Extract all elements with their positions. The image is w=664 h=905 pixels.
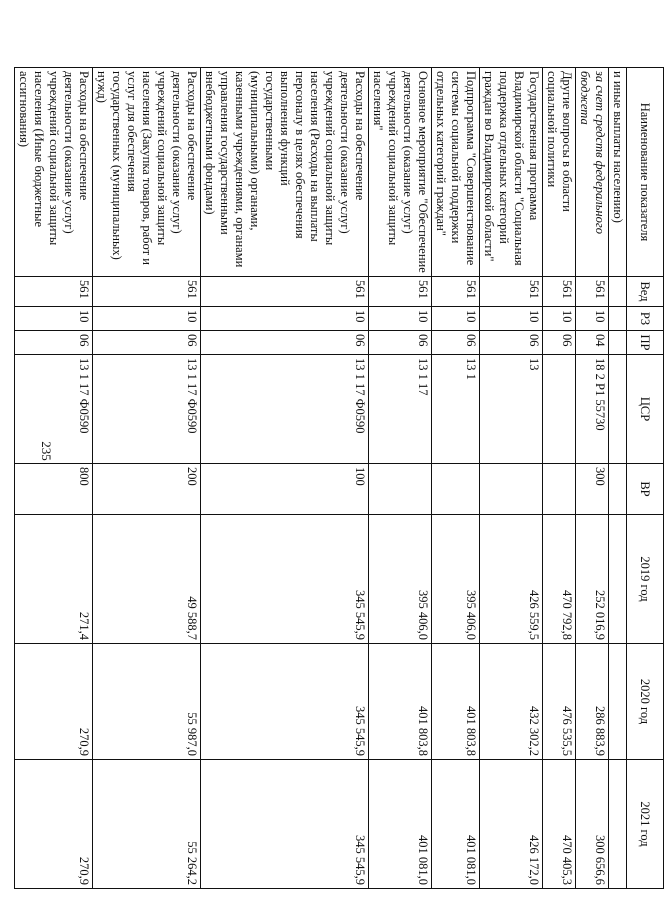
- cell-pr: 04: [576, 331, 609, 355]
- header-vr: ВР: [627, 464, 664, 515]
- cell-2020: 401 803,8: [432, 644, 480, 760]
- cell-2019: 345 545,9: [201, 515, 369, 644]
- header-2019: 2019 год: [627, 515, 664, 644]
- cell-csr: [543, 355, 576, 464]
- cell-2019: 252 016,9: [576, 515, 609, 644]
- cell-2020: 432 302,2: [480, 644, 543, 760]
- cell-2021: 470 405,3: [543, 760, 576, 889]
- cell-2021: 55 264,2: [93, 760, 201, 889]
- cell-name: Государственная программа Владимирской области "Социальная поддержка отдельных категорий граждан во Владимирской области": [480, 68, 543, 277]
- cell-name: Расходы на обеспечение деятельности (оказание услуг) учреждений социальной защиты населения (Расходы на выплаты персоналу в целях обеспечения выполнения функций государственными (муниципальными) органами, казенными учреждениями, органами управления государственными внебюджетными фондами): [201, 68, 369, 277]
- table-row: [543, 68, 576, 889]
- table-row: [369, 68, 432, 889]
- cell-ved: 561: [201, 277, 369, 307]
- cell-ved: [609, 277, 627, 307]
- cell-2019: 470 792,8: [543, 515, 576, 644]
- table-row: [201, 68, 369, 889]
- cell-2020: 476 535,5: [543, 644, 576, 760]
- header-pr: ПР: [627, 331, 664, 355]
- cell-pr: 06: [543, 331, 576, 355]
- cell-rz: 10: [576, 307, 609, 331]
- cell-ved: 561: [543, 277, 576, 307]
- cell-pr: [609, 331, 627, 355]
- cell-2020: [609, 644, 627, 760]
- cell-ved: 561: [369, 277, 432, 307]
- cell-2019: 49 588,7: [93, 515, 201, 644]
- cell-rz: 10: [432, 307, 480, 331]
- cell-2020: 345 545,9: [201, 644, 369, 760]
- cell-vr: [480, 464, 543, 515]
- table-header-row: [627, 68, 664, 889]
- table-row: [93, 68, 201, 889]
- table-row: [576, 68, 609, 889]
- cell-vr: 200: [93, 464, 201, 515]
- cell-name: Подпрограмма "Совершенствование системы социальной поддержки отдельных категорий граждан": [432, 68, 480, 277]
- cell-ved: 561: [15, 277, 93, 307]
- cell-name: Расходы на обеспечение деятельности (оказание услуг) учреждений социальной защиты населения (Иные бюджетные ассигнования): [15, 68, 93, 277]
- cell-2020: 270,9: [15, 644, 93, 760]
- cell-name: и иные выплаты населению): [609, 68, 627, 277]
- cell-vr: [609, 464, 627, 515]
- header-csr: ЦСР: [627, 355, 664, 464]
- cell-vr: [369, 464, 432, 515]
- cell-pr: 06: [201, 331, 369, 355]
- header-rz: РЗ: [627, 307, 664, 331]
- cell-pr: 06: [15, 331, 93, 355]
- cell-vr: [543, 464, 576, 515]
- cell-2021: 270,9: [15, 760, 93, 889]
- cell-vr: 100: [201, 464, 369, 515]
- cell-2020: 286 883,9: [576, 644, 609, 760]
- cell-csr: 13: [480, 355, 543, 464]
- cell-rz: 10: [201, 307, 369, 331]
- cell-name: Основное мероприятие "Обеспечение деятельности (оказание услуг) учреждений социальной защиты населения": [369, 68, 432, 277]
- cell-csr: 18 2 P1 55730: [576, 355, 609, 464]
- cell-csr: 13 1 17 Ф0590: [15, 355, 93, 464]
- cell-name: Расходы на обеспечение деятельности (оказание услуг) учреждений социальной защиты населения (Закупка товаров, работ и услуг для обеспечения государственных (муниципальных) нужд): [93, 68, 201, 277]
- cell-rz: 10: [15, 307, 93, 331]
- cell-rz: 10: [93, 307, 201, 331]
- cell-csr: 13 1 17 Ф0590: [93, 355, 201, 464]
- cell-pr: 06: [432, 331, 480, 355]
- cell-2019: 426 559,5: [480, 515, 543, 644]
- table-body: [15, 68, 627, 889]
- cell-rz: 10: [543, 307, 576, 331]
- header-2020: 2020 год: [627, 644, 664, 760]
- cell-2021: 345 545,9: [201, 760, 369, 889]
- cell-2020: 55 987,0: [93, 644, 201, 760]
- cell-2020: 401 803,8: [369, 644, 432, 760]
- header-ved: Вед: [627, 277, 664, 307]
- cell-2021: 401 081,0: [369, 760, 432, 889]
- cell-rz: [609, 307, 627, 331]
- cell-pr: 06: [93, 331, 201, 355]
- cell-ved: 561: [93, 277, 201, 307]
- cell-2021: 300 656,6: [576, 760, 609, 889]
- cell-rz: 10: [480, 307, 543, 331]
- cell-pr: 06: [480, 331, 543, 355]
- header-2021: 2021 год: [627, 760, 664, 889]
- cell-2019: 271,4: [15, 515, 93, 644]
- cell-csr: 13 1: [432, 355, 480, 464]
- cell-vr: 300: [576, 464, 609, 515]
- cell-ved: 561: [480, 277, 543, 307]
- cell-vr: 800: [15, 464, 93, 515]
- cell-vr: [432, 464, 480, 515]
- cell-name: Другие вопросы в области социальной политики: [543, 68, 576, 277]
- cell-ved: 561: [432, 277, 480, 307]
- cell-rz: 10: [369, 307, 432, 331]
- cell-name: за счет средств федерального бюджета: [576, 68, 609, 277]
- table-row: [432, 68, 480, 889]
- cell-ved: 561: [576, 277, 609, 307]
- cell-2021: 426 172,0: [480, 760, 543, 889]
- cell-csr: 13 1 17 Ф0590: [201, 355, 369, 464]
- cell-csr: 13 1 17: [369, 355, 432, 464]
- table-row: [15, 68, 93, 889]
- cell-csr: [609, 355, 627, 464]
- table-row: [609, 68, 627, 889]
- cell-2019: 395 406,0: [369, 515, 432, 644]
- table-row: [480, 68, 543, 889]
- page-number: 235: [39, 441, 54, 461]
- cell-2021: [609, 760, 627, 889]
- budget-table: [14, 67, 664, 889]
- header-name: Наименование показателя: [627, 68, 664, 277]
- cell-pr: 06: [369, 331, 432, 355]
- cell-2019: [609, 515, 627, 644]
- cell-2019: 395 406,0: [432, 515, 480, 644]
- cell-2021: 401 081,0: [432, 760, 480, 889]
